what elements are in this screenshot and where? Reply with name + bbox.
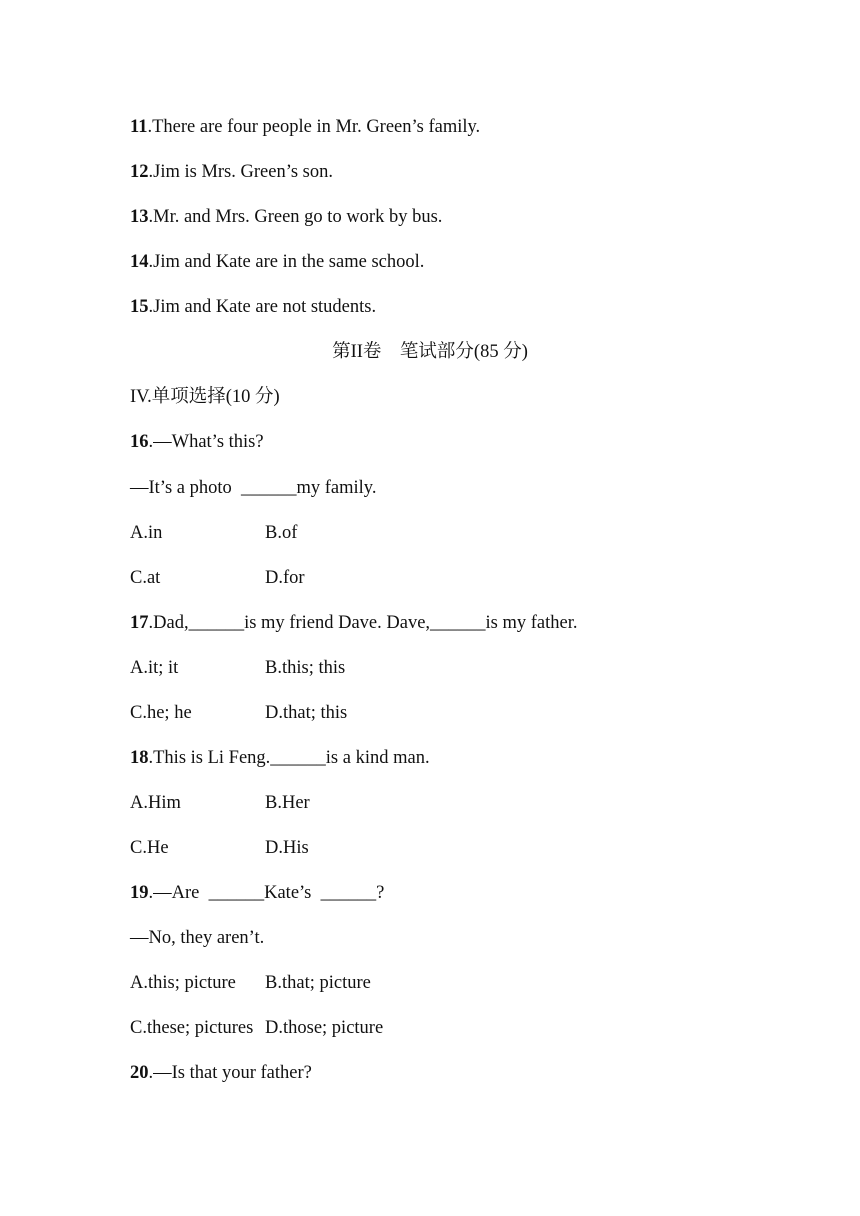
question-19-option-c: C.these; pictures bbox=[130, 1018, 254, 1038]
question-17-option-a: A.it; it bbox=[130, 658, 179, 678]
statement-text: .Jim and Kate are in the same school. bbox=[148, 252, 425, 272]
question-17-option-c: C.he; he bbox=[130, 703, 192, 723]
question-text: .Dad,______is my friend Dave. Dave,______is my father. bbox=[148, 613, 578, 633]
question-16-option-d: D.for bbox=[265, 568, 305, 588]
question-number: 12 bbox=[130, 162, 149, 182]
question-19-option-b: B.that; picture bbox=[265, 973, 371, 993]
question-18-option-d: D.His bbox=[265, 838, 309, 858]
question-17-option-d: D.that; this bbox=[265, 703, 348, 723]
question-16-option-b: B.of bbox=[265, 523, 298, 543]
question-19-stem bbox=[130, 881, 384, 905]
question-number: 20 bbox=[130, 1063, 149, 1083]
statement-text: .Mr. and Mrs. Green go to work by bus. bbox=[148, 207, 443, 227]
question-number: 17 bbox=[130, 613, 149, 633]
question-19-line2: —No, they aren’t. bbox=[130, 928, 265, 948]
statement-14 bbox=[130, 250, 424, 274]
question-number: 16 bbox=[130, 432, 149, 452]
question-16-option-a: A.in bbox=[130, 523, 163, 543]
statement-text: .Jim is Mrs. Green’s son. bbox=[148, 162, 333, 182]
question-17-stem bbox=[130, 611, 578, 635]
statement-text: .There are four people in Mr. Green’s family. bbox=[147, 117, 481, 137]
question-text: .—What’s this? bbox=[148, 432, 264, 452]
question-18-stem bbox=[130, 746, 430, 770]
question-18-option-c: C.He bbox=[130, 838, 169, 858]
question-number: 11 bbox=[130, 117, 148, 137]
question-18-option-a: A.Him bbox=[130, 793, 181, 813]
question-number: 15 bbox=[130, 297, 149, 317]
question-text: .—Is that your father? bbox=[148, 1063, 312, 1083]
question-text: .—Are ______Kate’s ______? bbox=[148, 883, 385, 903]
question-number: 19 bbox=[130, 883, 149, 903]
section-heading: IV.单项选择(10 分) bbox=[130, 387, 280, 407]
part-heading: 第II卷 笔试部分(85 分) bbox=[332, 342, 528, 362]
statement-15 bbox=[130, 295, 376, 319]
question-16-stem bbox=[130, 430, 264, 454]
statement-text: .Jim and Kate are not students. bbox=[148, 297, 377, 317]
question-19-option-a: A.this; picture bbox=[130, 973, 236, 993]
question-20-stem bbox=[130, 1061, 312, 1085]
question-16-line2: —It’s a photo ______my family. bbox=[130, 478, 377, 498]
question-number: 18 bbox=[130, 748, 149, 768]
question-17-option-b: B.this; this bbox=[265, 658, 346, 678]
question-number: 14 bbox=[130, 252, 149, 272]
statement-12 bbox=[130, 160, 333, 184]
question-number: 13 bbox=[130, 207, 149, 227]
statement-11 bbox=[130, 115, 480, 139]
question-18-option-b: B.Her bbox=[265, 793, 310, 813]
statement-13 bbox=[130, 205, 442, 229]
question-16-option-c: C.at bbox=[130, 568, 161, 588]
question-19-option-d: D.those; picture bbox=[265, 1018, 384, 1038]
question-text: .This is Li Feng.______is a kind man. bbox=[148, 748, 430, 768]
